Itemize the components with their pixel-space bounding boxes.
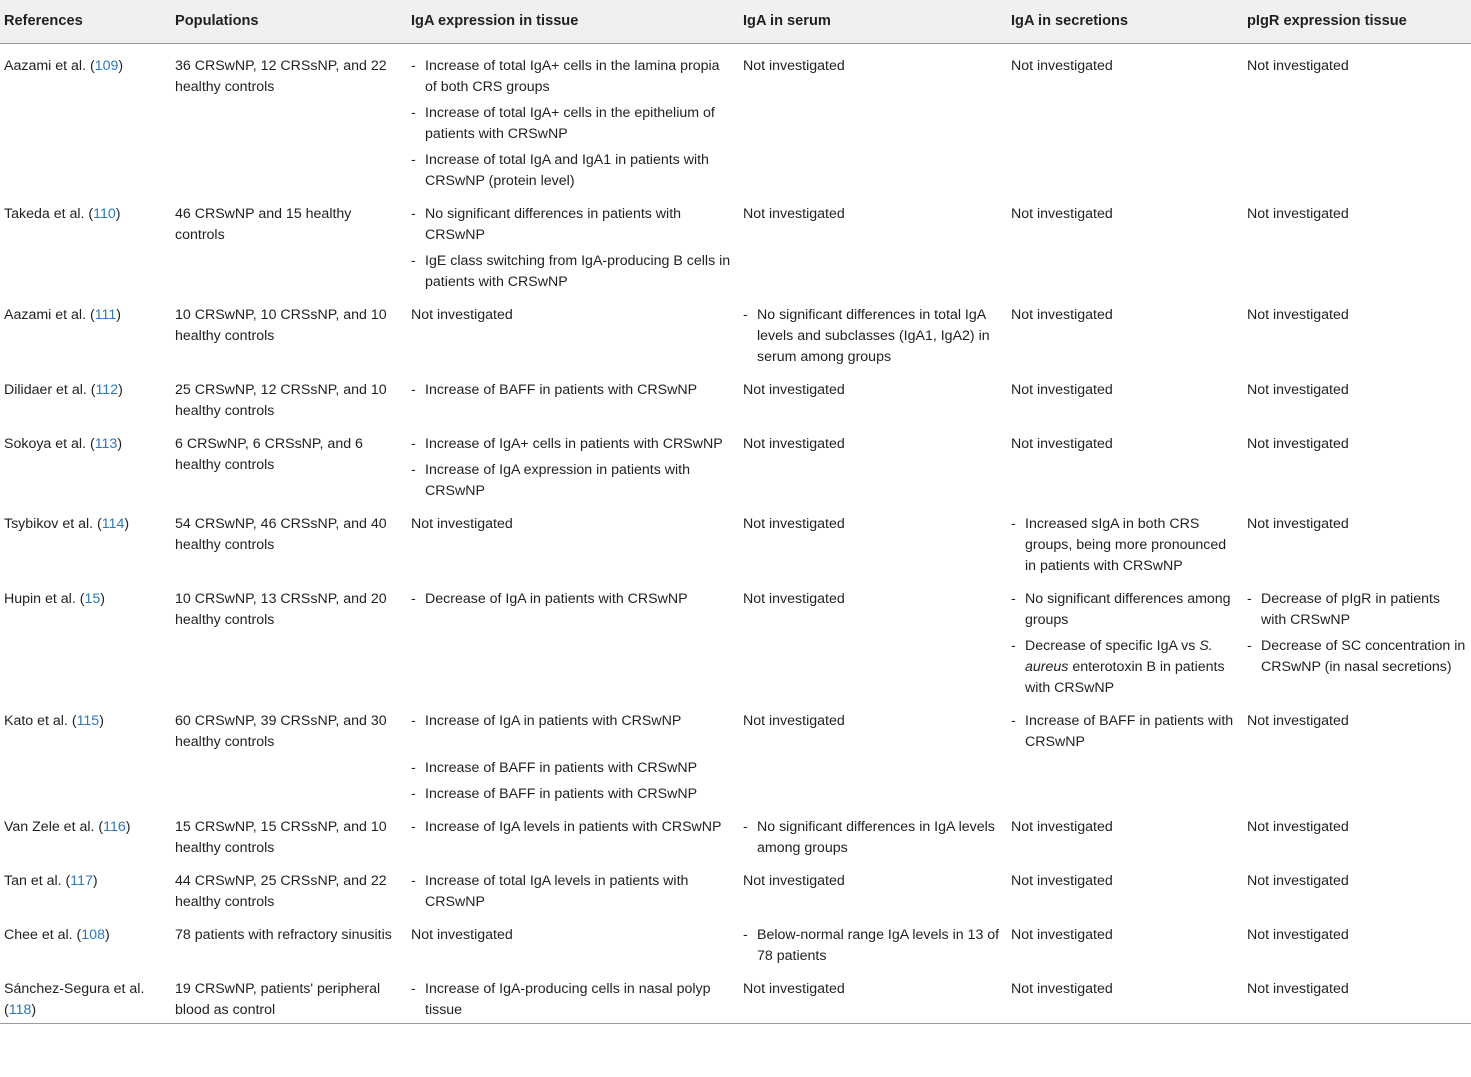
header-pigr-tissue: pIgR expression tissue bbox=[1243, 0, 1471, 43]
tissue-cell: Not investigated bbox=[411, 306, 513, 323]
list-item: - Increase of BAFF in patients with CRSwNP bbox=[411, 784, 735, 805]
tissue-cell: Not investigated bbox=[411, 926, 513, 943]
citation-link[interactable]: 109 bbox=[94, 57, 119, 74]
serum-cell: Not investigated bbox=[743, 712, 845, 729]
reference-suffix: ) bbox=[116, 306, 121, 323]
citation-link[interactable]: 115 bbox=[76, 712, 100, 729]
citation-link[interactable]: 112 bbox=[95, 381, 119, 398]
reference-text: Hupin et al. ( bbox=[4, 590, 85, 607]
list-item: - Decrease of SC concentration in CRSwNP (in nasal secretions) bbox=[1247, 636, 1467, 678]
secretions-cell: Not investigated bbox=[1011, 818, 1113, 835]
reference-text: Tsybikov et al. ( bbox=[4, 515, 102, 532]
population-cell: 25 CRSwNP, 12 CRSsNP, and 10 healthy controls bbox=[175, 381, 387, 419]
citation-link[interactable]: 118 bbox=[8, 1001, 32, 1018]
list-item: - No significant differences in patients with CRSwNP bbox=[411, 204, 735, 246]
population-cell: 44 CRSwNP, 25 CRSsNP, and 22 healthy controls bbox=[175, 872, 387, 910]
secretions-cell bbox=[1007, 502, 1243, 577]
table-row bbox=[0, 192, 1471, 293]
reference-cell bbox=[0, 43, 171, 192]
reference-text: Sokoya et al. ( bbox=[4, 435, 95, 452]
list-item: - Increase of total IgA+ cells in the epithelium of patients with CRSwNP bbox=[411, 103, 735, 145]
list-item: - Decrease of IgA in patients with CRSwNP bbox=[411, 589, 735, 610]
reference-text: Aazami et al. ( bbox=[4, 306, 95, 323]
reference-cell bbox=[0, 859, 171, 913]
secretions-cell: Not investigated bbox=[1011, 205, 1113, 222]
citation-link[interactable]: 113 bbox=[94, 435, 118, 452]
reference-suffix: ) bbox=[92, 872, 98, 889]
list-item: - Increase of total IgA levels in patients with CRSwNP bbox=[411, 871, 735, 913]
list-item: - Decrease of pIgR in patients with CRSwNP bbox=[1247, 589, 1467, 631]
citation-link[interactable]: 117 bbox=[70, 872, 93, 889]
list-item: - No significant differences among groups bbox=[1011, 589, 1239, 631]
reference-suffix: ) bbox=[115, 205, 121, 222]
item-text: Decrease of specific IgA vs bbox=[1025, 637, 1200, 654]
reference-suffix: ) bbox=[100, 590, 105, 607]
species-name: S. aureus bbox=[1025, 637, 1213, 675]
reference-suffix: ) bbox=[117, 435, 123, 452]
serum-cell: Not investigated bbox=[743, 872, 845, 889]
serum-cell bbox=[739, 913, 1007, 967]
reference-text: Kato et al. ( bbox=[4, 712, 77, 729]
tissue-cell bbox=[407, 967, 739, 1024]
table-row bbox=[0, 859, 1471, 913]
tissue-cell bbox=[407, 805, 739, 859]
population-cell: 36 CRSwNP, 12 CRSsNP, and 22 healthy controls bbox=[175, 57, 387, 95]
tissue-cell: Not investigated bbox=[411, 515, 513, 532]
secretions-cell: Not investigated bbox=[1011, 926, 1113, 943]
list-item: - Increase of BAFF in patients with CRSwNP bbox=[1011, 711, 1239, 753]
header-iga-serum: IgA in serum bbox=[739, 0, 1007, 43]
secretions-cell: Not investigated bbox=[1011, 306, 1113, 323]
table-row bbox=[0, 293, 1471, 368]
tissue-cell bbox=[407, 368, 739, 422]
secretions-cell bbox=[1007, 699, 1243, 805]
list-item: - Increased sIgA in both CRS groups, being more pronounced in patients with CRSwNP bbox=[1011, 514, 1239, 577]
population-cell: 10 CRSwNP, 13 CRSsNP, and 20 healthy controls bbox=[175, 590, 387, 628]
pigr-cell: Not investigated bbox=[1247, 205, 1349, 222]
secretions-cell: Not investigated bbox=[1011, 57, 1113, 74]
list-item: - Increase of IgA expression in patients with CRSwNP bbox=[411, 460, 735, 502]
reference-suffix: ) bbox=[99, 712, 104, 729]
reference-suffix: ) bbox=[104, 926, 110, 943]
reference-text: Dilidaer et al. ( bbox=[4, 381, 96, 398]
population-cell: 54 CRSwNP, 46 CRSsNP, and 40 healthy controls bbox=[175, 515, 387, 553]
reference-text: Aazami et al. ( bbox=[4, 57, 95, 74]
reference-text: Takeda et al. ( bbox=[4, 205, 94, 222]
pigr-cell: Not investigated bbox=[1247, 712, 1349, 729]
list-item: - Increase of IgA+ cells in patients with CRSwNP bbox=[411, 434, 735, 455]
population-cell: 60 CRSwNP, 39 CRSsNP, and 30 healthy controls bbox=[175, 712, 387, 750]
table-row bbox=[0, 422, 1471, 502]
table-row bbox=[0, 805, 1471, 859]
secretions-cell: Not investigated bbox=[1007, 967, 1243, 1024]
citation-link[interactable]: 108 bbox=[81, 926, 105, 943]
tissue-cell bbox=[407, 422, 739, 502]
reference-cell bbox=[0, 293, 171, 368]
citation-link[interactable]: 116 bbox=[103, 818, 126, 835]
reference-text: Sánchez-Segura et al. ( bbox=[4, 980, 145, 1018]
pigr-cell: Not investigated bbox=[1247, 818, 1349, 835]
header-iga-tissue: IgA expression in tissue bbox=[407, 0, 739, 43]
serum-cell: Not investigated bbox=[743, 381, 845, 398]
list-item: - Increase of IgA in patients with CRSwNP bbox=[411, 711, 735, 732]
table-row bbox=[0, 43, 1471, 192]
serum-cell bbox=[739, 293, 1007, 368]
list-item: - No significant differences in total IgA levels and subclasses (IgA1, IgA2) in serum among groups bbox=[743, 305, 1003, 368]
table-row bbox=[0, 699, 1471, 805]
item-text: enterotoxin B in patients with CRSwNP bbox=[1025, 658, 1225, 696]
population-cell: 15 CRSwNP, 15 CRSsNP, and 10 healthy controls bbox=[175, 818, 387, 856]
secretions-cell: Not investigated bbox=[1011, 381, 1113, 398]
list-item: - No significant differences in IgA levels among groups bbox=[743, 817, 1003, 859]
reference-suffix: ) bbox=[31, 1001, 37, 1018]
serum-cell bbox=[739, 805, 1007, 859]
reference-text: Tan et al. ( bbox=[4, 872, 71, 889]
serum-cell: Not investigated bbox=[743, 57, 845, 74]
reference-suffix: ) bbox=[118, 381, 123, 398]
pigr-cell: Not investigated bbox=[1247, 435, 1349, 452]
list-item: - Increase of IgA-producing cells in nasal polyp tissue bbox=[411, 979, 735, 1021]
reference-cell bbox=[0, 368, 171, 422]
reference-text: Van Zele et al. ( bbox=[4, 818, 104, 835]
citation-link[interactable]: 15 bbox=[84, 590, 101, 607]
reference-cell bbox=[0, 577, 171, 699]
population-cell: 6 CRSwNP, 6 CRSsNP, and 6 healthy controls bbox=[175, 435, 363, 473]
population-cell: 19 CRSwNP, patients' peripheral blood as control bbox=[171, 967, 407, 1024]
table-row bbox=[0, 913, 1471, 967]
population-cell: 78 patients with refractory sinusitis bbox=[175, 926, 392, 943]
secretions-cell bbox=[1007, 577, 1243, 699]
reference-suffix: ) bbox=[125, 818, 131, 835]
serum-cell: Not investigated bbox=[743, 590, 845, 607]
list-item: - IgE class switching from IgA-producing B cells in patients with CRSwNP bbox=[411, 251, 735, 293]
tissue-cell bbox=[407, 577, 739, 699]
serum-cell: Not investigated bbox=[739, 967, 1007, 1024]
serum-cell: Not investigated bbox=[743, 205, 845, 222]
reference-cell bbox=[0, 805, 171, 859]
list-item: - Increase of total IgA and IgA1 in patients with CRSwNP (protein level) bbox=[411, 150, 735, 192]
tissue-cell bbox=[407, 859, 739, 913]
population-cell: 10 CRSwNP, 10 CRSsNP, and 10 healthy controls bbox=[175, 306, 387, 344]
header-populations: Populations bbox=[171, 0, 407, 43]
pigr-cell: Not investigated bbox=[1243, 967, 1471, 1024]
pigr-cell: Not investigated bbox=[1247, 381, 1349, 398]
reference-suffix: ) bbox=[118, 57, 124, 74]
reference-cell bbox=[0, 502, 171, 577]
list-item: - Increase of BAFF in patients with CRSwNP bbox=[411, 758, 735, 779]
pigr-cell: Not investigated bbox=[1247, 926, 1349, 943]
table-row bbox=[0, 368, 1471, 422]
reference-cell bbox=[0, 699, 171, 805]
citation-link[interactable]: 114 bbox=[101, 515, 125, 532]
pigr-cell: Not investigated bbox=[1247, 515, 1349, 532]
pigr-cell: Not investigated bbox=[1247, 57, 1349, 74]
list-item: - Increase of IgA levels in patients with CRSwNP bbox=[411, 817, 735, 838]
secretions-cell: Not investigated bbox=[1011, 435, 1113, 452]
reference-cell bbox=[0, 967, 171, 1024]
tissue-cell bbox=[407, 192, 739, 293]
reference-text: Chee et al. ( bbox=[4, 926, 82, 943]
list-item: - Below-normal range IgA levels in 13 of 78 patients bbox=[743, 925, 1003, 967]
list-item: - Increase of total IgA+ cells in the lamina propia of both CRS groups bbox=[411, 56, 735, 98]
pigr-cell bbox=[1243, 577, 1471, 699]
citation-link[interactable]: 111 bbox=[94, 306, 117, 323]
serum-cell: Not investigated bbox=[743, 515, 845, 532]
table-row bbox=[0, 577, 1471, 699]
table-row bbox=[0, 502, 1471, 577]
header-iga-secretions: IgA in secretions bbox=[1007, 0, 1243, 43]
table-header-row bbox=[0, 0, 1471, 43]
serum-cell: Not investigated bbox=[743, 435, 845, 452]
table-row bbox=[0, 967, 1471, 1024]
reference-cell bbox=[0, 913, 171, 967]
secretions-cell: Not investigated bbox=[1011, 872, 1113, 889]
pigr-cell: Not investigated bbox=[1247, 872, 1349, 889]
list-item: - Increase of BAFF in patients with CRSwNP bbox=[411, 380, 735, 401]
header-references: References bbox=[0, 0, 171, 43]
reference-suffix: ) bbox=[124, 515, 130, 532]
population-cell: 46 CRSwNP and 15 healthy controls bbox=[175, 205, 352, 243]
reference-cell bbox=[0, 192, 171, 293]
reference-cell bbox=[0, 422, 171, 502]
citation-link[interactable]: 110 bbox=[93, 205, 116, 222]
pigr-cell: Not investigated bbox=[1247, 306, 1349, 323]
tissue-cell bbox=[407, 699, 739, 805]
tissue-cell bbox=[407, 43, 739, 192]
list-item bbox=[1011, 636, 1239, 699]
